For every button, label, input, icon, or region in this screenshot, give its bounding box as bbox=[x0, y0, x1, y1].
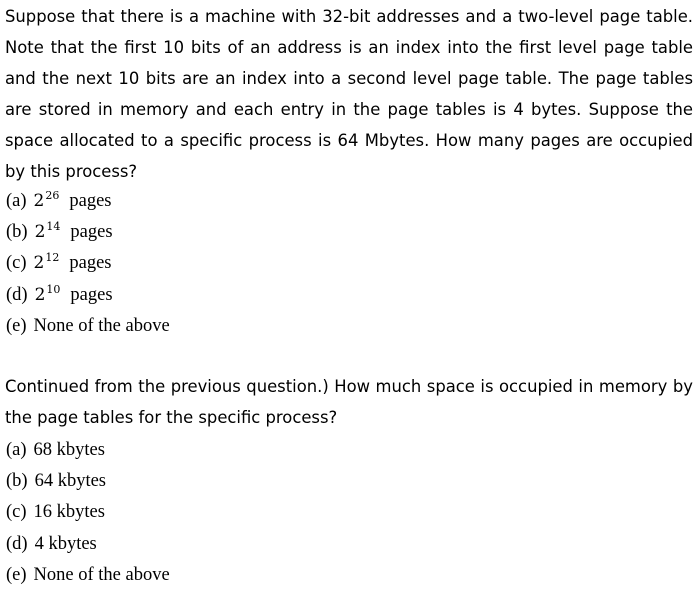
question-2-text: Continued from the previous question.) How much space is occupied in memory by the page tables for the specific process? bbox=[5, 377, 693, 427]
question-1-option-b bbox=[6, 217, 170, 248]
option-base: 2 bbox=[34, 284, 46, 305]
question-2-options bbox=[6, 435, 170, 591]
option-letter: (a) bbox=[6, 440, 27, 460]
option-exponent: 14 bbox=[46, 220, 61, 234]
question-1-option-d bbox=[6, 280, 170, 311]
question-1-option-a bbox=[6, 186, 170, 217]
option-base: 2 bbox=[33, 253, 45, 274]
question-2-option-a bbox=[6, 435, 170, 466]
question-2-option-d bbox=[6, 529, 170, 560]
option-unit: pages bbox=[69, 191, 112, 211]
option-text: 4 kbytes bbox=[34, 533, 97, 554]
option-letter: (d) bbox=[6, 533, 28, 554]
option-letter: (c) bbox=[6, 502, 27, 523]
option-base: 2 bbox=[34, 222, 46, 243]
option-text: 64 kbytes bbox=[34, 471, 107, 492]
question-1-option-e bbox=[6, 311, 170, 342]
question-2-option-e bbox=[6, 560, 170, 591]
option-text: None of the above bbox=[33, 564, 170, 585]
option-letter: (b) bbox=[6, 222, 28, 243]
option-base: 2 bbox=[33, 191, 45, 211]
question-2-option-c bbox=[6, 497, 170, 528]
question-2-option-b bbox=[6, 466, 170, 497]
question-1-text: Suppose that there is a machine with 32-bit addresses and a two-level page table. Note that the first 10 bits of an address is an index into the first level page table and the next 10 bits are an index into a second level page table. The page tables are stored in memory and each entry in the page tables is 4 bytes. Suppose the space allocated to a specific process is 64 Mbytes. How many pages are occupied by this process? bbox=[5, 7, 693, 181]
option-letter: (b) bbox=[6, 471, 28, 492]
option-letter: (c) bbox=[6, 253, 27, 274]
option-letter: (e) bbox=[6, 315, 27, 336]
option-power bbox=[34, 282, 61, 305]
option-exponent: 12 bbox=[45, 251, 60, 265]
option-text: 68 kbytes bbox=[33, 440, 105, 460]
option-letter: (d) bbox=[6, 284, 28, 305]
option-exponent: 26 bbox=[45, 189, 60, 202]
option-power bbox=[35, 222, 61, 242]
option-power bbox=[34, 191, 60, 211]
question-1-options bbox=[6, 186, 170, 342]
question-1-option-c bbox=[6, 248, 170, 279]
option-text: 16 kbytes bbox=[33, 502, 105, 523]
option-power bbox=[34, 253, 60, 273]
option-unit: pages bbox=[69, 253, 112, 274]
option-exponent: 10 bbox=[46, 282, 61, 296]
option-unit: pages bbox=[70, 222, 113, 243]
option-letter: (a) bbox=[6, 191, 27, 211]
option-unit: pages bbox=[70, 284, 113, 305]
option-text: None of the above bbox=[33, 315, 170, 336]
option-letter: (e) bbox=[6, 564, 27, 585]
